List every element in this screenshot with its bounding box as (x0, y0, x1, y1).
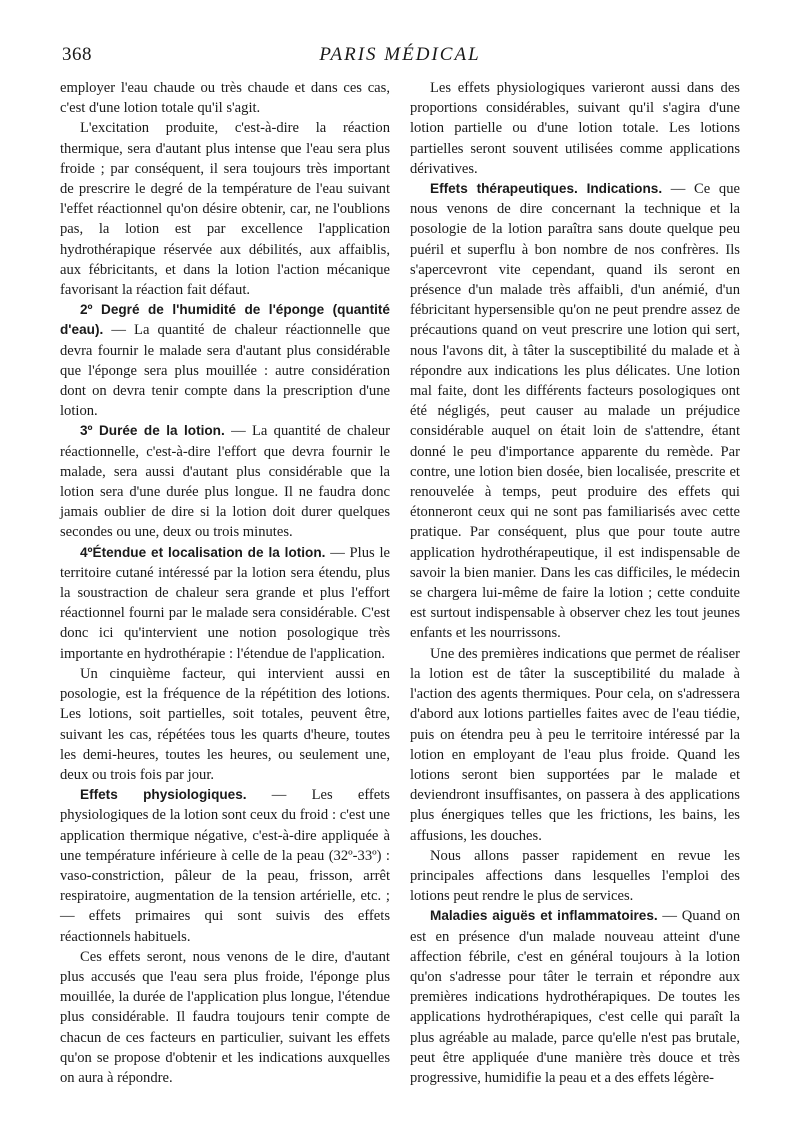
paragraph: Les effets physiologiques varieront aussi dans des proportions considérables, suivant qu'il s'agira d'une lotion partielle ou d'une lotion totale. Les lotions partielles seront souvent utilisées comme applications dérivatives. (410, 80, 740, 177)
paragraph (410, 906, 740, 1088)
paragraph (60, 300, 390, 421)
paragraph: L'excitation produite, c'est-à-dire la réaction thermique, sera d'autant plus intense que l'eau sera plus froide ; par conséquent, il sera toujours très important de prescrire le degré de la température de l'eau suivant l'effet réactionnel qu'on désire obtenir, car, ne l'oublions pas, la lotion est par excellence l'application hydrothérapique réservée aux débilités, aux affaiblis, aux fébricitants, et dans la lotion l'action mécanique favorisant la réaction fait défaut. (60, 120, 390, 299)
paragraph (410, 179, 740, 644)
section-heading: Effets thérapeutiques. Indications. (430, 181, 663, 197)
paragraph: Un cinquième facteur, qui intervient aussi en posologie, est la fréquence de la répétition des lotions. Les lotions, soit partielles, soit totales, peuvent être, suivant les cas, répétées tous les quarts d'heure, toutes les demi-heures, toutes les heures, ou seulement une, deux ou trois fois par jour. (60, 665, 390, 783)
section-heading: 2º Degré de l'humidité de l'éponge (quantité d'eau). (60, 302, 390, 338)
page-header (62, 44, 738, 70)
paragraph-body: — La quantité de chaleur réactionnelle que devra fournir le malade sera d'autant plus considérable que l'éponge sera plus mouillée : autre considération dont on devra tenir compte dans la prescription d'une lotion. (60, 322, 390, 420)
paragraph-body: — Les effets physiologiques de la lotion sont ceux du froid : c'est une application thermique négative, c'est-à-dire appliquée à une température inférieure à celle de la peau (32º-33º) : vaso-constriction, pâleur de la peau, frisson, arrêt respiratoire, augmentation de la tension artérielle, etc. ; — effets primaires qui sont suivis des effets réactionnels habituels. (60, 787, 390, 945)
paragraph-body: — Plus le territoire cutané intéressé par la lotion sera étendu, plus la soustraction de chaleur sera grande et plus l'effort réactionnel fourni par le malade sera considérable. C'est donc ici qu'intervient une notion posologique très importante en hydrothérapie : l'étendue de l'application. (60, 544, 390, 662)
paragraph-body: — Ce que nous venons de dire concernant la technique et la posologie de la lotion paraîtra sans doute quelque peu puéril et superflu à bon nombre de nos confrères. Ils s'apercevront vite cependant, quand ils seront en présence d'un malade très affaibli, d'un anémié, d'un fébricitant hypersensible qu'on ne peut prendre assez de précautions quand on veut prescrire une lotion qui sert, nous l'avons dit, à tâter la susceptibilité du malade et à répondre aux indications les plus délicates. Une lotion mal faite, dont les différents facteurs posologiques ont été négligés, peut causer au malade un préjudice considérable auquel on était loin de s'attendre, étant donné le peu d'importance apparente du remède. Par contre, une lotion bien dosée, bien localisée, prescrite et renouvelée à temps, peut produire des effets qui étonneront ceux qui ne sont pas familiarisés avec cette pratique. Par conséquent, plus que pour toute autre application hydrothérapeutique, il est indispensable de savoir la bien manier. Dans les cas difficiles, le médecin se chargera lui-même de faire la lotion ; cette conduite est surtout indispensable à observer chez les tout jeunes enfants et les nourrissons. (410, 181, 740, 642)
paragraph: Une des premières indications que permet de réaliser la lotion est de tâter la susceptibilité du malade à l'action des agents thermiques. Pour cela, on s'adressera d'abord aux lotions partielles faites avec de l'eau tiédie, puis on étendra peu à peu le territoire intéressé par la lotion en employant de l'eau plus froide. Quand les lotions seront bien supportées par le malade et deviendront insuffisantes, on passera à des applications plus énergiques telles que les frictions, les bains, les affusions, les douches. (410, 645, 740, 844)
paragraph (60, 421, 390, 542)
paragraph-body: — La quantité de chaleur réactionnelle, c'est-à-dire l'effort que devra fournir le malade, sera aussi d'autant plus considérable que la lotion sera d'une durée plus longue. Il ne faudra donc jamais oublier de dire si la lotion doit durer quelques secondes ou une, deux ou trois minutes. (60, 423, 390, 541)
paragraph (60, 785, 390, 947)
left-column (60, 78, 390, 1088)
running-title: PARIS MÉDICAL (319, 44, 481, 65)
paragraph: Ces effets seront, nous venons de le dire, d'autant plus accusés que l'eau sera plus froide, l'éponge plus mouillée, la durée de l'application plus longue, l'étendue plus considérable. Il faudra toujours tenir compte de chacun de ces facteurs en particulier, suivant les effets qu'on se propose d'obtenir et les indications auxquelles on aura à répondre. (60, 948, 390, 1086)
section-heading: 3º Durée de la lotion. (80, 423, 225, 439)
paragraph: Nous allons passer rapidement en revue les principales affections dans lesquelles l'emploi des lotions peut rendre le plus de services. (410, 847, 740, 905)
section-heading: 4ºÉtendue et localisation de la lotion. (80, 544, 326, 560)
paragraph-body: — Quand on est en présence d'un malade nouveau atteint d'une affection fébrile, c'est en général toujours à la lotion qu'on s'adresse pour tâter le terrain et répondre aux premières indications hydrothérapiques. De toutes les applications hydrothérapiques, c'est celle qui paraît la plus agréable au malade, parce qu'elle n'est pas brutale, peut être appliquée d'une manière très douce et très progressive, humidifie la peau et a des effets légère- (410, 908, 740, 1086)
paragraph: employer l'eau chaude ou très chaude et dans ces cas, c'est d'une lotion totale qu'il s'agit. (60, 80, 390, 117)
section-heading: Effets physiologiques. (80, 787, 247, 803)
section-heading: Maladies aiguës et inflammatoires. (430, 908, 658, 924)
page-number: 368 (62, 44, 92, 65)
right-column (410, 78, 740, 1088)
paragraph (60, 543, 390, 664)
